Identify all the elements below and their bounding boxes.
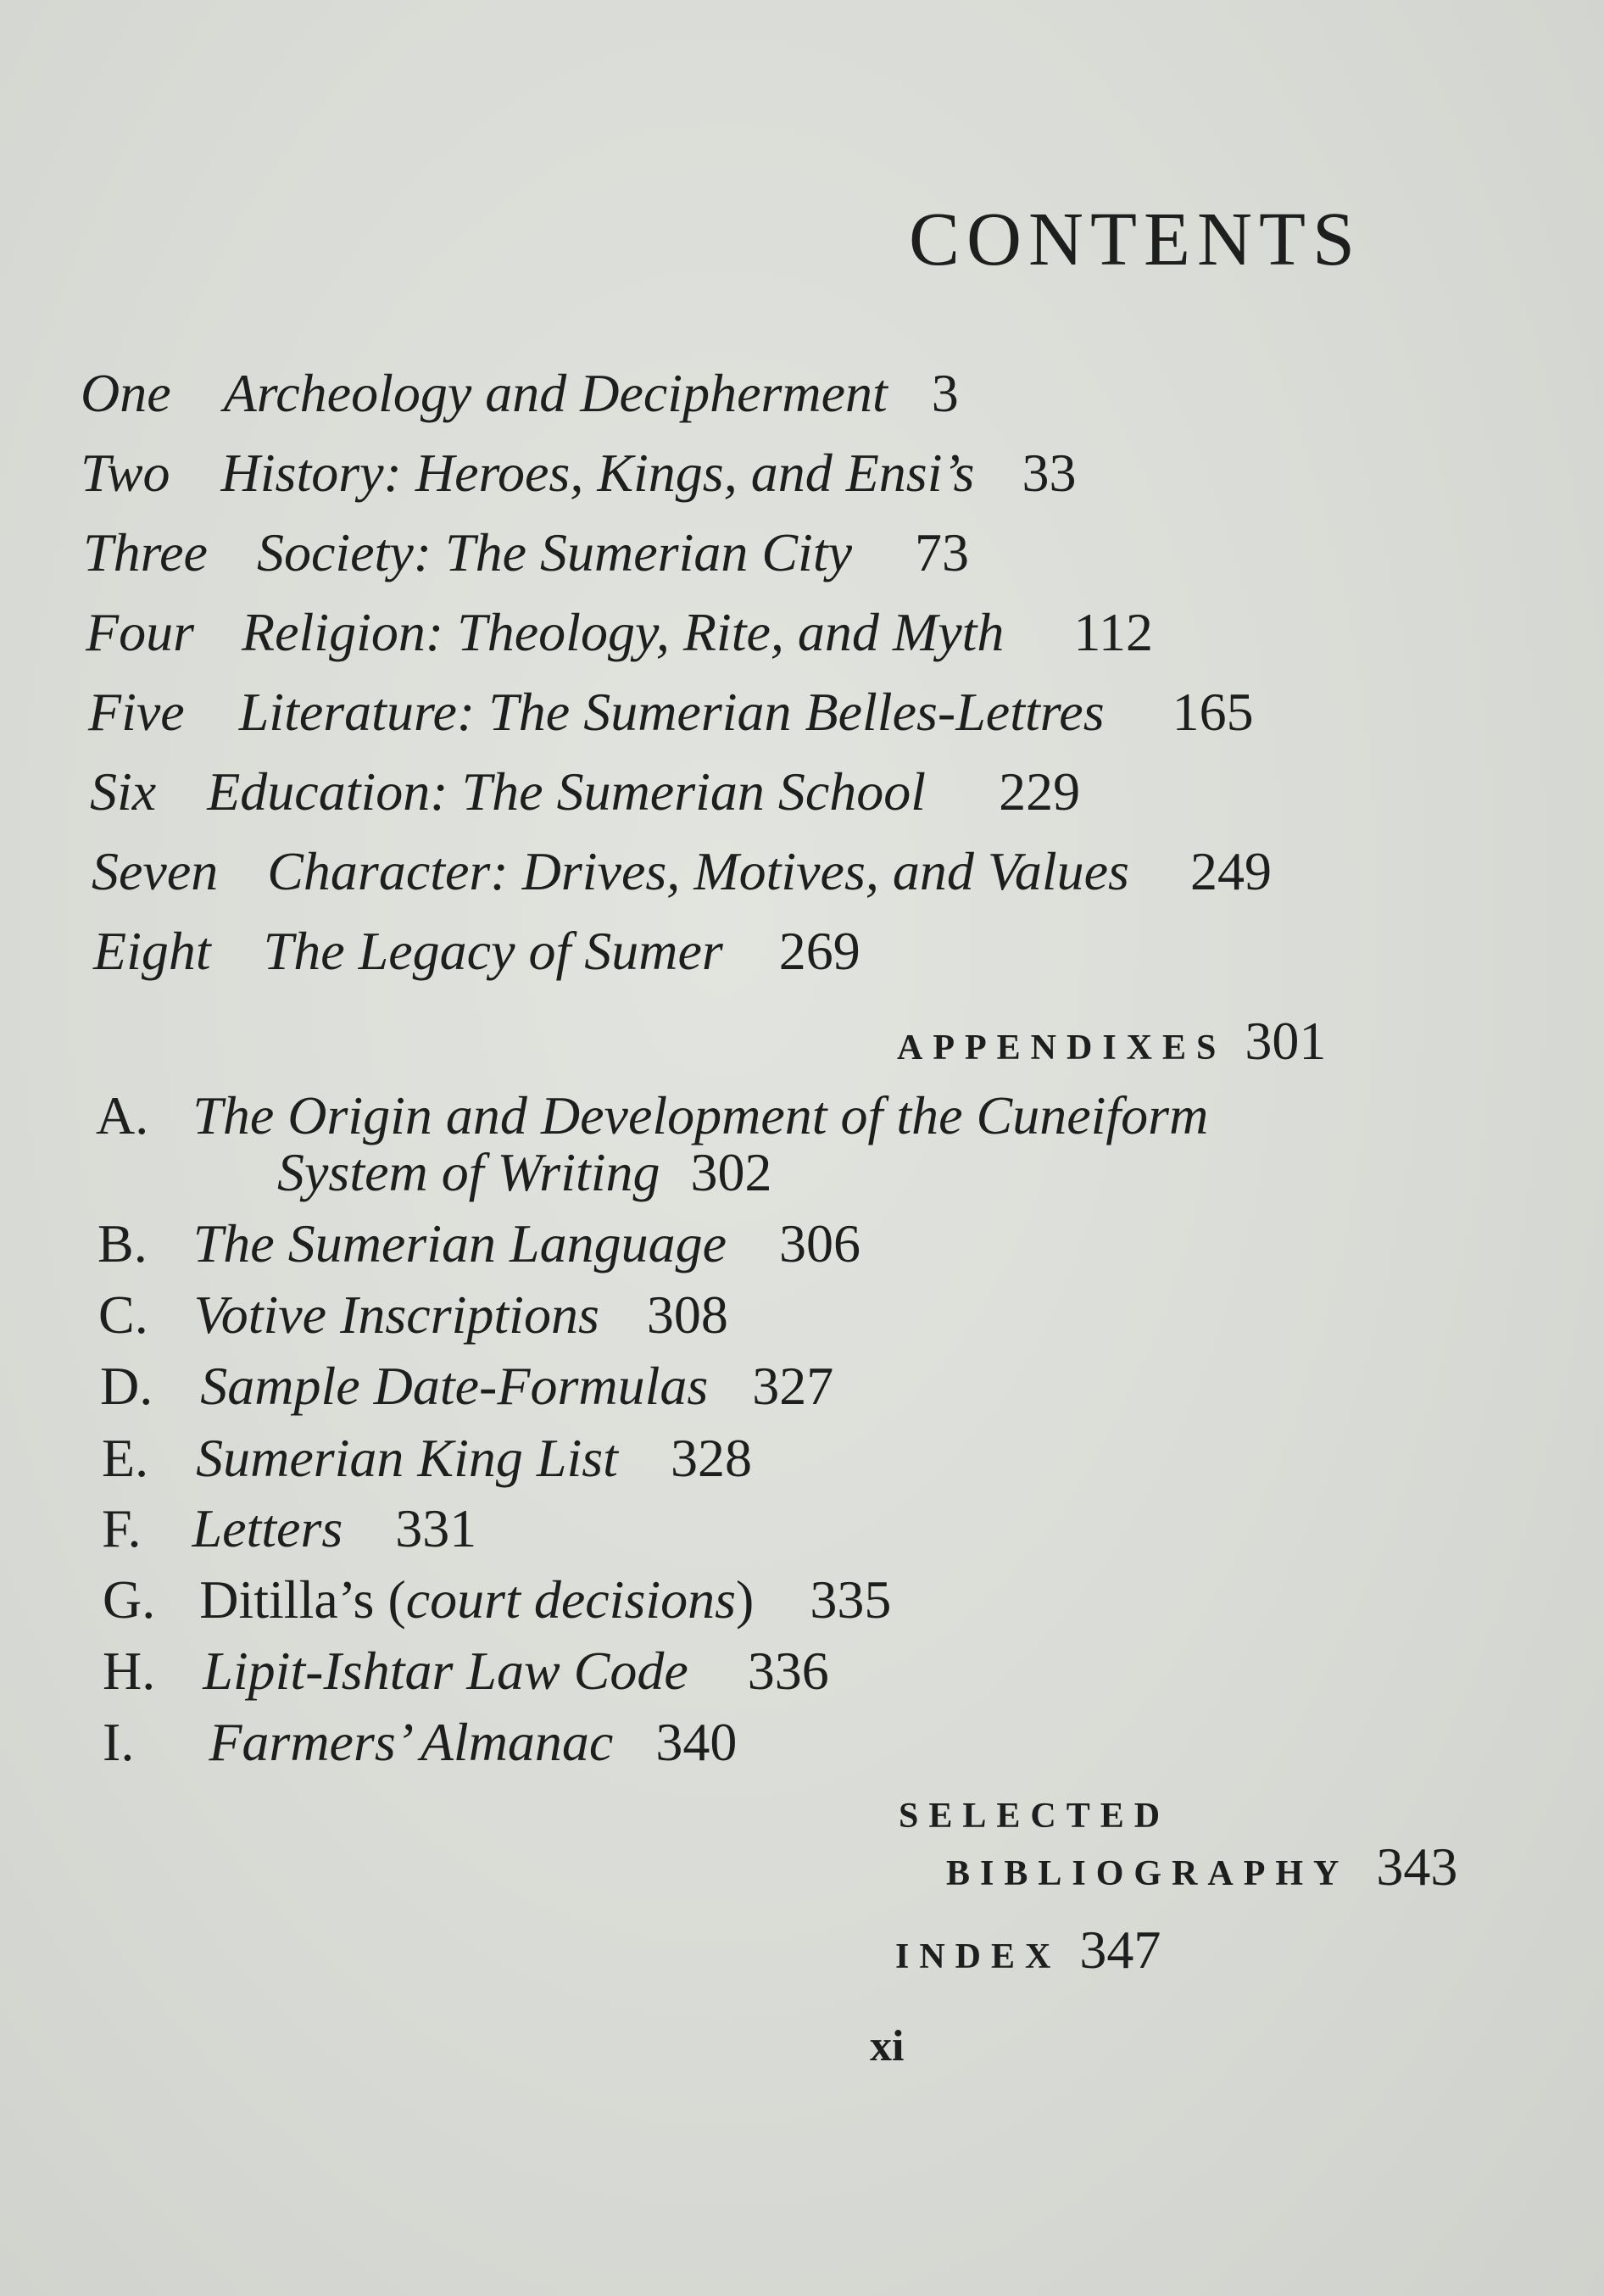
chapter-page: 269 bbox=[778, 921, 860, 981]
bibliography-label-line2: BIBLIOGRAPHY bbox=[946, 1854, 1350, 1893]
appendix-page: 302 bbox=[690, 1142, 772, 1202]
toc-entry-chapter-2 bbox=[81, 443, 1077, 503]
toc-entry-chapter-4 bbox=[86, 602, 1153, 662]
appendix-title-roman: Ditilla’s ( bbox=[199, 1569, 406, 1630]
chapter-title: Society: The Sumerian City bbox=[256, 522, 852, 582]
toc-entry-appendix-i bbox=[103, 1712, 738, 1772]
index-page: 347 bbox=[1079, 1920, 1161, 1980]
toc-entry-chapter-1 bbox=[81, 363, 959, 423]
chapter-title: Character: Drives, Motives, and Values bbox=[267, 841, 1129, 901]
chapter-title: Literature: The Sumerian Belles-Lettres bbox=[238, 682, 1105, 742]
toc-entry-appendix-a-cont bbox=[277, 1142, 772, 1202]
toc-entry-chapter-7 bbox=[92, 841, 1272, 901]
toc-entry-chapter-5 bbox=[88, 682, 1254, 742]
toc-entry-appendix-e bbox=[102, 1428, 752, 1488]
toc-entry-appendix-d bbox=[100, 1356, 834, 1416]
toc-entry-appendix-g bbox=[103, 1569, 892, 1630]
appendix-title: Letters bbox=[192, 1498, 343, 1558]
appendix-title-continued: System of Writing bbox=[277, 1142, 660, 1202]
appendix-page: 336 bbox=[747, 1641, 829, 1701]
appendix-letter: C. bbox=[98, 1285, 148, 1345]
appendixes-label: APPENDIXES bbox=[897, 1028, 1227, 1067]
appendix-page: 340 bbox=[655, 1712, 738, 1772]
appendix-title: Farmers’ Almanac bbox=[209, 1712, 614, 1772]
chapter-page: 165 bbox=[1172, 682, 1254, 742]
appendix-letter: I. bbox=[103, 1712, 135, 1772]
appendix-letter: B. bbox=[97, 1213, 148, 1273]
page-title: CONTENTS bbox=[909, 198, 1362, 282]
bibliography-heading bbox=[946, 1836, 1458, 1897]
appendix-title: Sumerian King List bbox=[196, 1428, 618, 1488]
appendixes-heading bbox=[897, 1011, 1327, 1071]
chapter-ordinal: Five bbox=[88, 682, 185, 742]
appendix-title-close: ) bbox=[736, 1569, 755, 1630]
toc-entry-appendix-b bbox=[97, 1213, 860, 1273]
appendix-page: 328 bbox=[670, 1428, 752, 1488]
chapter-page: 229 bbox=[999, 761, 1081, 822]
chapter-ordinal: Eight bbox=[93, 921, 211, 981]
toc-entry-appendix-c bbox=[98, 1285, 728, 1345]
chapter-title: The Legacy of Sumer bbox=[263, 921, 723, 981]
bibliography-page: 343 bbox=[1376, 1836, 1458, 1897]
chapter-ordinal: Three bbox=[83, 522, 208, 582]
appendixes-page: 301 bbox=[1245, 1011, 1327, 1071]
chapter-ordinal: One bbox=[81, 363, 171, 423]
toc-entry-chapter-6 bbox=[90, 761, 1081, 822]
appendix-title: Lipit-Ishtar Law Code bbox=[203, 1641, 688, 1701]
chapter-ordinal: Two bbox=[81, 443, 170, 503]
bibliography-label-line1: SELECTED bbox=[899, 1797, 1171, 1836]
page-folio: xi bbox=[870, 2022, 905, 2070]
toc-entry-appendix-f bbox=[102, 1498, 477, 1558]
chapter-page: 3 bbox=[931, 363, 959, 423]
chapter-page: 112 bbox=[1073, 602, 1153, 662]
appendix-title-italic: court decisions bbox=[405, 1569, 737, 1630]
appendix-page: 335 bbox=[810, 1569, 892, 1630]
chapter-ordinal: Four bbox=[86, 602, 194, 662]
toc-entry-appendix-h bbox=[103, 1641, 829, 1701]
appendix-letter: A. bbox=[96, 1085, 149, 1145]
appendix-title: Votive Inscriptions bbox=[193, 1285, 599, 1345]
index-label: INDEX bbox=[895, 1937, 1061, 1976]
appendix-title: Sample Date-Formulas bbox=[200, 1356, 709, 1416]
chapter-ordinal: Seven bbox=[92, 841, 219, 901]
appendix-letter: E. bbox=[102, 1428, 149, 1488]
chapter-ordinal: Six bbox=[90, 761, 157, 822]
index-heading bbox=[895, 1920, 1161, 1980]
chapter-title: Education: The Sumerian School bbox=[207, 761, 927, 822]
toc-entry-chapter-8 bbox=[93, 921, 860, 981]
chapter-title: History: Heroes, Kings, and Ensi’s bbox=[220, 443, 975, 503]
appendix-page: 331 bbox=[395, 1498, 477, 1558]
appendix-letter: F. bbox=[102, 1498, 142, 1558]
appendix-page: 306 bbox=[779, 1213, 860, 1273]
chapter-title: Archeology and Decipherment bbox=[223, 363, 888, 423]
appendix-letter: H. bbox=[103, 1641, 156, 1701]
appendix-title: The Origin and Development of the Cuneiform bbox=[192, 1085, 1209, 1145]
toc-entry-appendix-a bbox=[96, 1085, 1209, 1145]
appendix-page: 308 bbox=[646, 1285, 728, 1345]
appendix-letter: D. bbox=[100, 1356, 153, 1416]
chapter-page: 249 bbox=[1189, 841, 1272, 901]
chapter-title: Religion: Theology, Rite, and Myth bbox=[242, 602, 1005, 662]
appendix-letter: G. bbox=[103, 1569, 156, 1630]
chapter-page: 33 bbox=[1022, 443, 1077, 503]
appendix-title: The Sumerian Language bbox=[192, 1213, 727, 1273]
appendix-page: 327 bbox=[752, 1356, 834, 1416]
chapter-page: 73 bbox=[915, 522, 969, 582]
toc-entry-chapter-3 bbox=[83, 522, 969, 582]
